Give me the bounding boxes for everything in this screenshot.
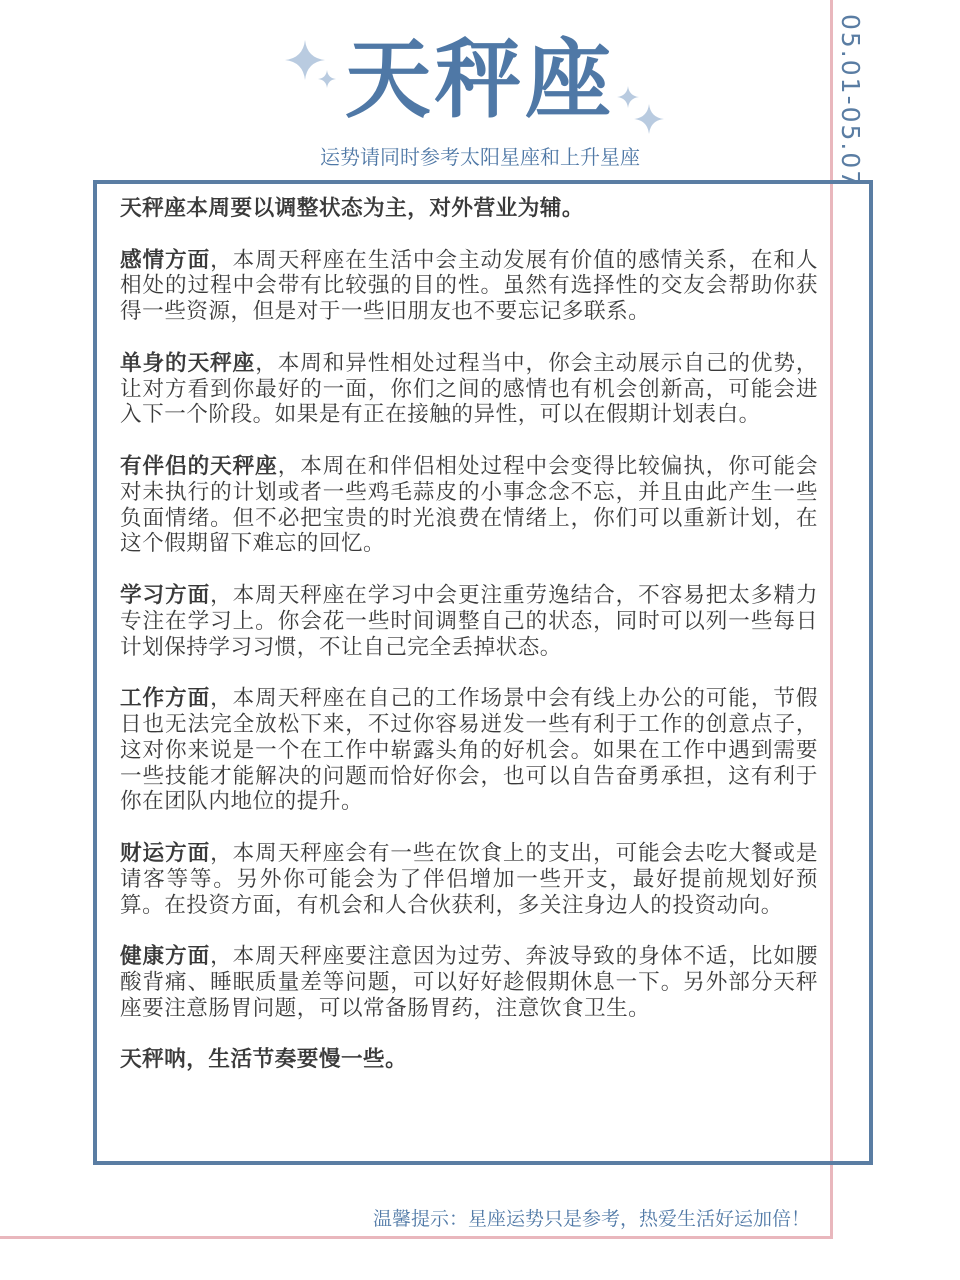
section-wealth <box>120 841 818 918</box>
section-heading: 有伴侣的天秤座 <box>120 453 278 479</box>
section-heading: 财运方面 <box>120 840 211 866</box>
footer-tip: 温馨提示：星座运势只是参考，热爱生活好运加倍！ <box>372 1208 810 1230</box>
section-love <box>120 248 818 325</box>
section-text: ，本周天秤座会有一些在饮食上的支出，可能会去吃大餐或是请客等等。另外你可能会为了伴侣增加一些开支，最好提前规划好预算。在投资方面，有机会和人合伙获利，多关注身边人的投资动向。 <box>120 840 818 918</box>
section-study <box>120 583 818 660</box>
section-text: ，本周天秤座在学习中会更注重劳逸结合，不容易把太多精力专注在学习上。你会花一些时间调整自己的状态，同时可以列一些每日计划保持学习习惯，不让自己完全丢掉状态。 <box>120 582 818 660</box>
section-heading: 感情方面 <box>120 247 211 273</box>
intro-text: 天秤座本周要以调整状态为主，对外营业为辅。 <box>120 196 584 221</box>
section-heading: 学习方面 <box>120 582 211 608</box>
sparkle-star-icon <box>318 70 336 88</box>
section-health <box>120 944 818 1021</box>
date-range: 05.01-05.07 <box>836 14 865 189</box>
section-single <box>120 351 818 428</box>
section-text: ，本周天秤座在自己的工作场景中会有线上办公的可能，节假日也无法完全放松下来，不过你容易迸发一些有利于工作的创意点子，这对你来说是一个在工作中崭露头角的好机会。如果在工作中遇到需要一些技能才能解决的问题而恰好你会，也可以自告奋勇承担，这有利于你在团队内地位的提升。 <box>120 686 818 815</box>
section-text: ，本周在和伴侣相处过程中会变得比较偏执，你可能会对未执行的计划或者一些鸡毛蒜皮的小事念念不忘，并且由此产生一些负面情绪。但不必把宝贵的时光浪费在情绪上，你们可以重新计划，在这个假期留下难忘的回忆。 <box>120 453 818 557</box>
subtitle: 运势请同时参考太阳星座和上升星座 <box>320 145 640 169</box>
section-work <box>120 686 818 815</box>
section-partnered <box>120 454 818 557</box>
section-heading: 工作方面 <box>120 686 211 712</box>
sparkle-star-icon <box>634 104 664 134</box>
section-heading: 单身的天秤座 <box>120 350 256 376</box>
section-text: ，本周天秤座在生活中会主动发展有价值的感情关系，在和人相处的过程中会带有比较强的目的性。虽然有选择性的交友会帮助你获得一些资源，但是对于一些旧朋友也不要忘记多联系。 <box>120 247 818 325</box>
horoscope-content <box>120 196 818 1099</box>
page-title: 天秤座 <box>345 30 615 130</box>
section-heading: 健康方面 <box>120 944 211 970</box>
section-text: ，本周和异性相处过程当中，你会主动展示自己的优势，让对方看到你最好的一面，你们之间的感情也有机会创新高，可能会进入下一个阶段。如果是有正在接触的异性，可以在假期计划表白。 <box>120 350 818 428</box>
section-text: ，本周天秤座要注意因为过劳、奔波导致的身体不适，比如腰酸背痛、睡眠质量差等问题，可以好好趁假期休息一下。另外部分天秤座要注意肠胃问题，可以常备肠胃药，注意饮食卫生。 <box>120 944 818 1021</box>
closing-text: 天秤呐，生活节奏要慢一些。 <box>120 1047 408 1073</box>
pink-frame-horizontal-line <box>0 1236 833 1239</box>
